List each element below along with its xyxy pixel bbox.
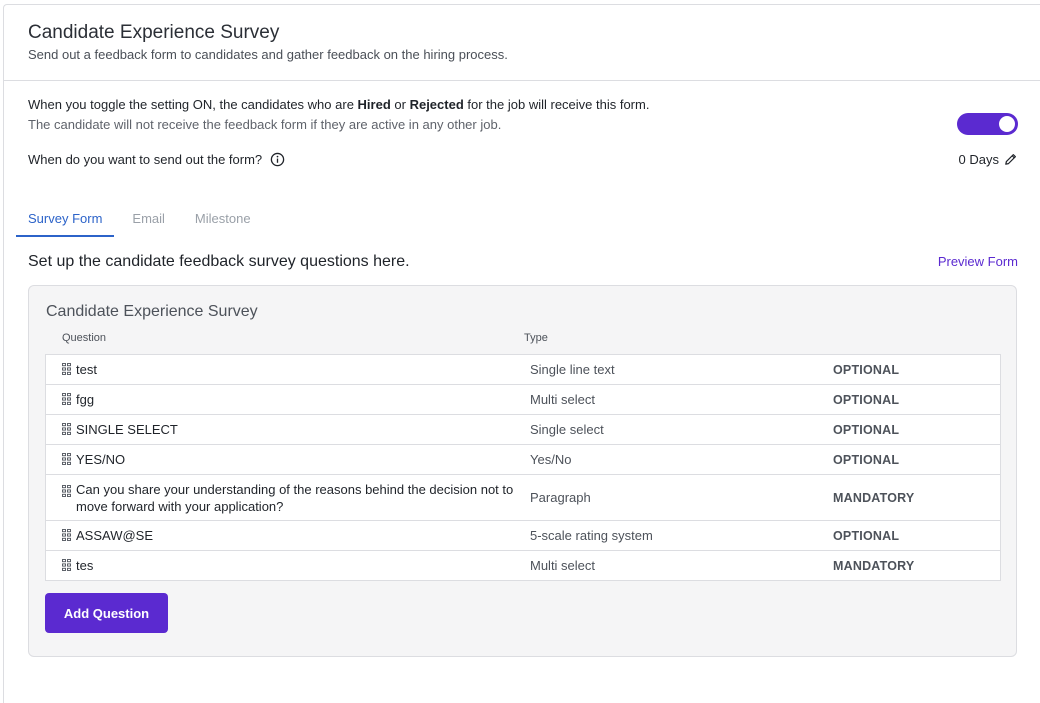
question-requirement: OPTIONAL: [833, 528, 900, 543]
question-text: test: [76, 362, 97, 377]
question-requirement: OPTIONAL: [833, 422, 900, 437]
column-header-question: Question: [62, 332, 107, 344]
info-rejected: Rejected: [409, 97, 464, 112]
info-hired: Hired: [357, 97, 391, 112]
question-requirement: MANDATORY: [833, 490, 915, 505]
question-type: 5-scale rating system: [530, 528, 653, 543]
add-question-button[interactable]: Add Question: [45, 593, 168, 633]
survey-enable-toggle[interactable]: [957, 113, 1018, 135]
question-type: Multi select: [530, 392, 596, 407]
table-row[interactable]: [46, 445, 1000, 475]
question-requirement: OPTIONAL: [833, 392, 900, 407]
setup-heading: Set up the candidate feedback survey questions here.: [28, 253, 410, 270]
question-requirement: OPTIONAL: [833, 362, 900, 377]
table-row[interactable]: [46, 551, 1000, 580]
table-row[interactable]: [46, 385, 1000, 415]
tab-survey-form[interactable]: Survey Form: [16, 201, 114, 237]
page-subtitle: Send out a feedback form to candidates and gather feedback on the hiring process.: [28, 47, 508, 62]
send-timing-row: [28, 152, 285, 167]
drag-handle-icon[interactable]: [62, 529, 71, 541]
survey-settings-card: [3, 4, 1040, 703]
pencil-icon[interactable]: [1003, 152, 1018, 167]
toggle-info-note: The candidate will not receive the feedback form if they are active in any other job.: [28, 117, 502, 132]
send-days-value-row: [959, 152, 1018, 167]
question-cell: [46, 481, 530, 515]
question-text: tes: [76, 558, 94, 573]
table-row[interactable]: [46, 355, 1000, 385]
question-cell: [46, 451, 530, 468]
toggle-knob: [999, 116, 1015, 132]
tab-milestone[interactable]: Milestone: [194, 211, 251, 226]
tab-email[interactable]: Email: [132, 211, 165, 226]
survey-panel: [28, 285, 1017, 657]
drag-handle-icon[interactable]: [62, 393, 71, 405]
preview-form-link[interactable]: Preview Form: [937, 254, 1018, 269]
toggle-info-text: [28, 97, 649, 112]
send-timing-label: When do you want to send out the form?: [28, 152, 263, 167]
question-type: Single line text: [530, 362, 615, 377]
question-type: Single select: [530, 422, 604, 437]
column-header-type: Type: [524, 332, 548, 344]
question-cell: [46, 391, 530, 408]
info-or: or: [390, 97, 410, 112]
question-text: ASSAW@SE: [76, 528, 154, 543]
questions-table: [45, 354, 1001, 581]
table-row[interactable]: [46, 521, 1000, 551]
page-title: Candidate Experience Survey: [28, 22, 280, 43]
question-requirement: MANDATORY: [833, 558, 915, 573]
tab-bar: [16, 201, 269, 237]
drag-handle-icon[interactable]: [62, 453, 71, 465]
header-divider: [4, 80, 1040, 81]
info-icon[interactable]: [270, 152, 285, 167]
question-requirement: OPTIONAL: [833, 452, 900, 467]
info-prefix: When you toggle the setting ON, the candidates who are: [28, 97, 358, 112]
question-cell: [46, 361, 530, 378]
question-cell: [46, 557, 530, 574]
question-type: Multi select: [530, 558, 596, 573]
send-days-value: 0 Days: [958, 152, 999, 167]
question-text: YES/NO: [76, 452, 126, 467]
question-cell: [46, 421, 530, 438]
drag-handle-icon[interactable]: [62, 423, 71, 435]
question-text: fgg: [76, 392, 95, 407]
question-text: SINGLE SELECT: [76, 422, 178, 437]
question-cell: [46, 527, 530, 544]
info-suffix: for the job will receive this form.: [463, 97, 650, 112]
question-type: Paragraph: [530, 490, 591, 505]
question-type: Yes/No: [530, 452, 572, 467]
question-text: Can you share your understanding of the reasons behind the decision not to move forward with your application?: [76, 481, 514, 514]
drag-handle-icon[interactable]: [62, 559, 71, 571]
drag-handle-icon[interactable]: [62, 363, 71, 375]
table-row[interactable]: [46, 475, 1000, 521]
table-row[interactable]: [46, 415, 1000, 445]
drag-handle-icon[interactable]: [62, 485, 71, 497]
survey-title: Candidate Experience Survey: [46, 303, 258, 320]
